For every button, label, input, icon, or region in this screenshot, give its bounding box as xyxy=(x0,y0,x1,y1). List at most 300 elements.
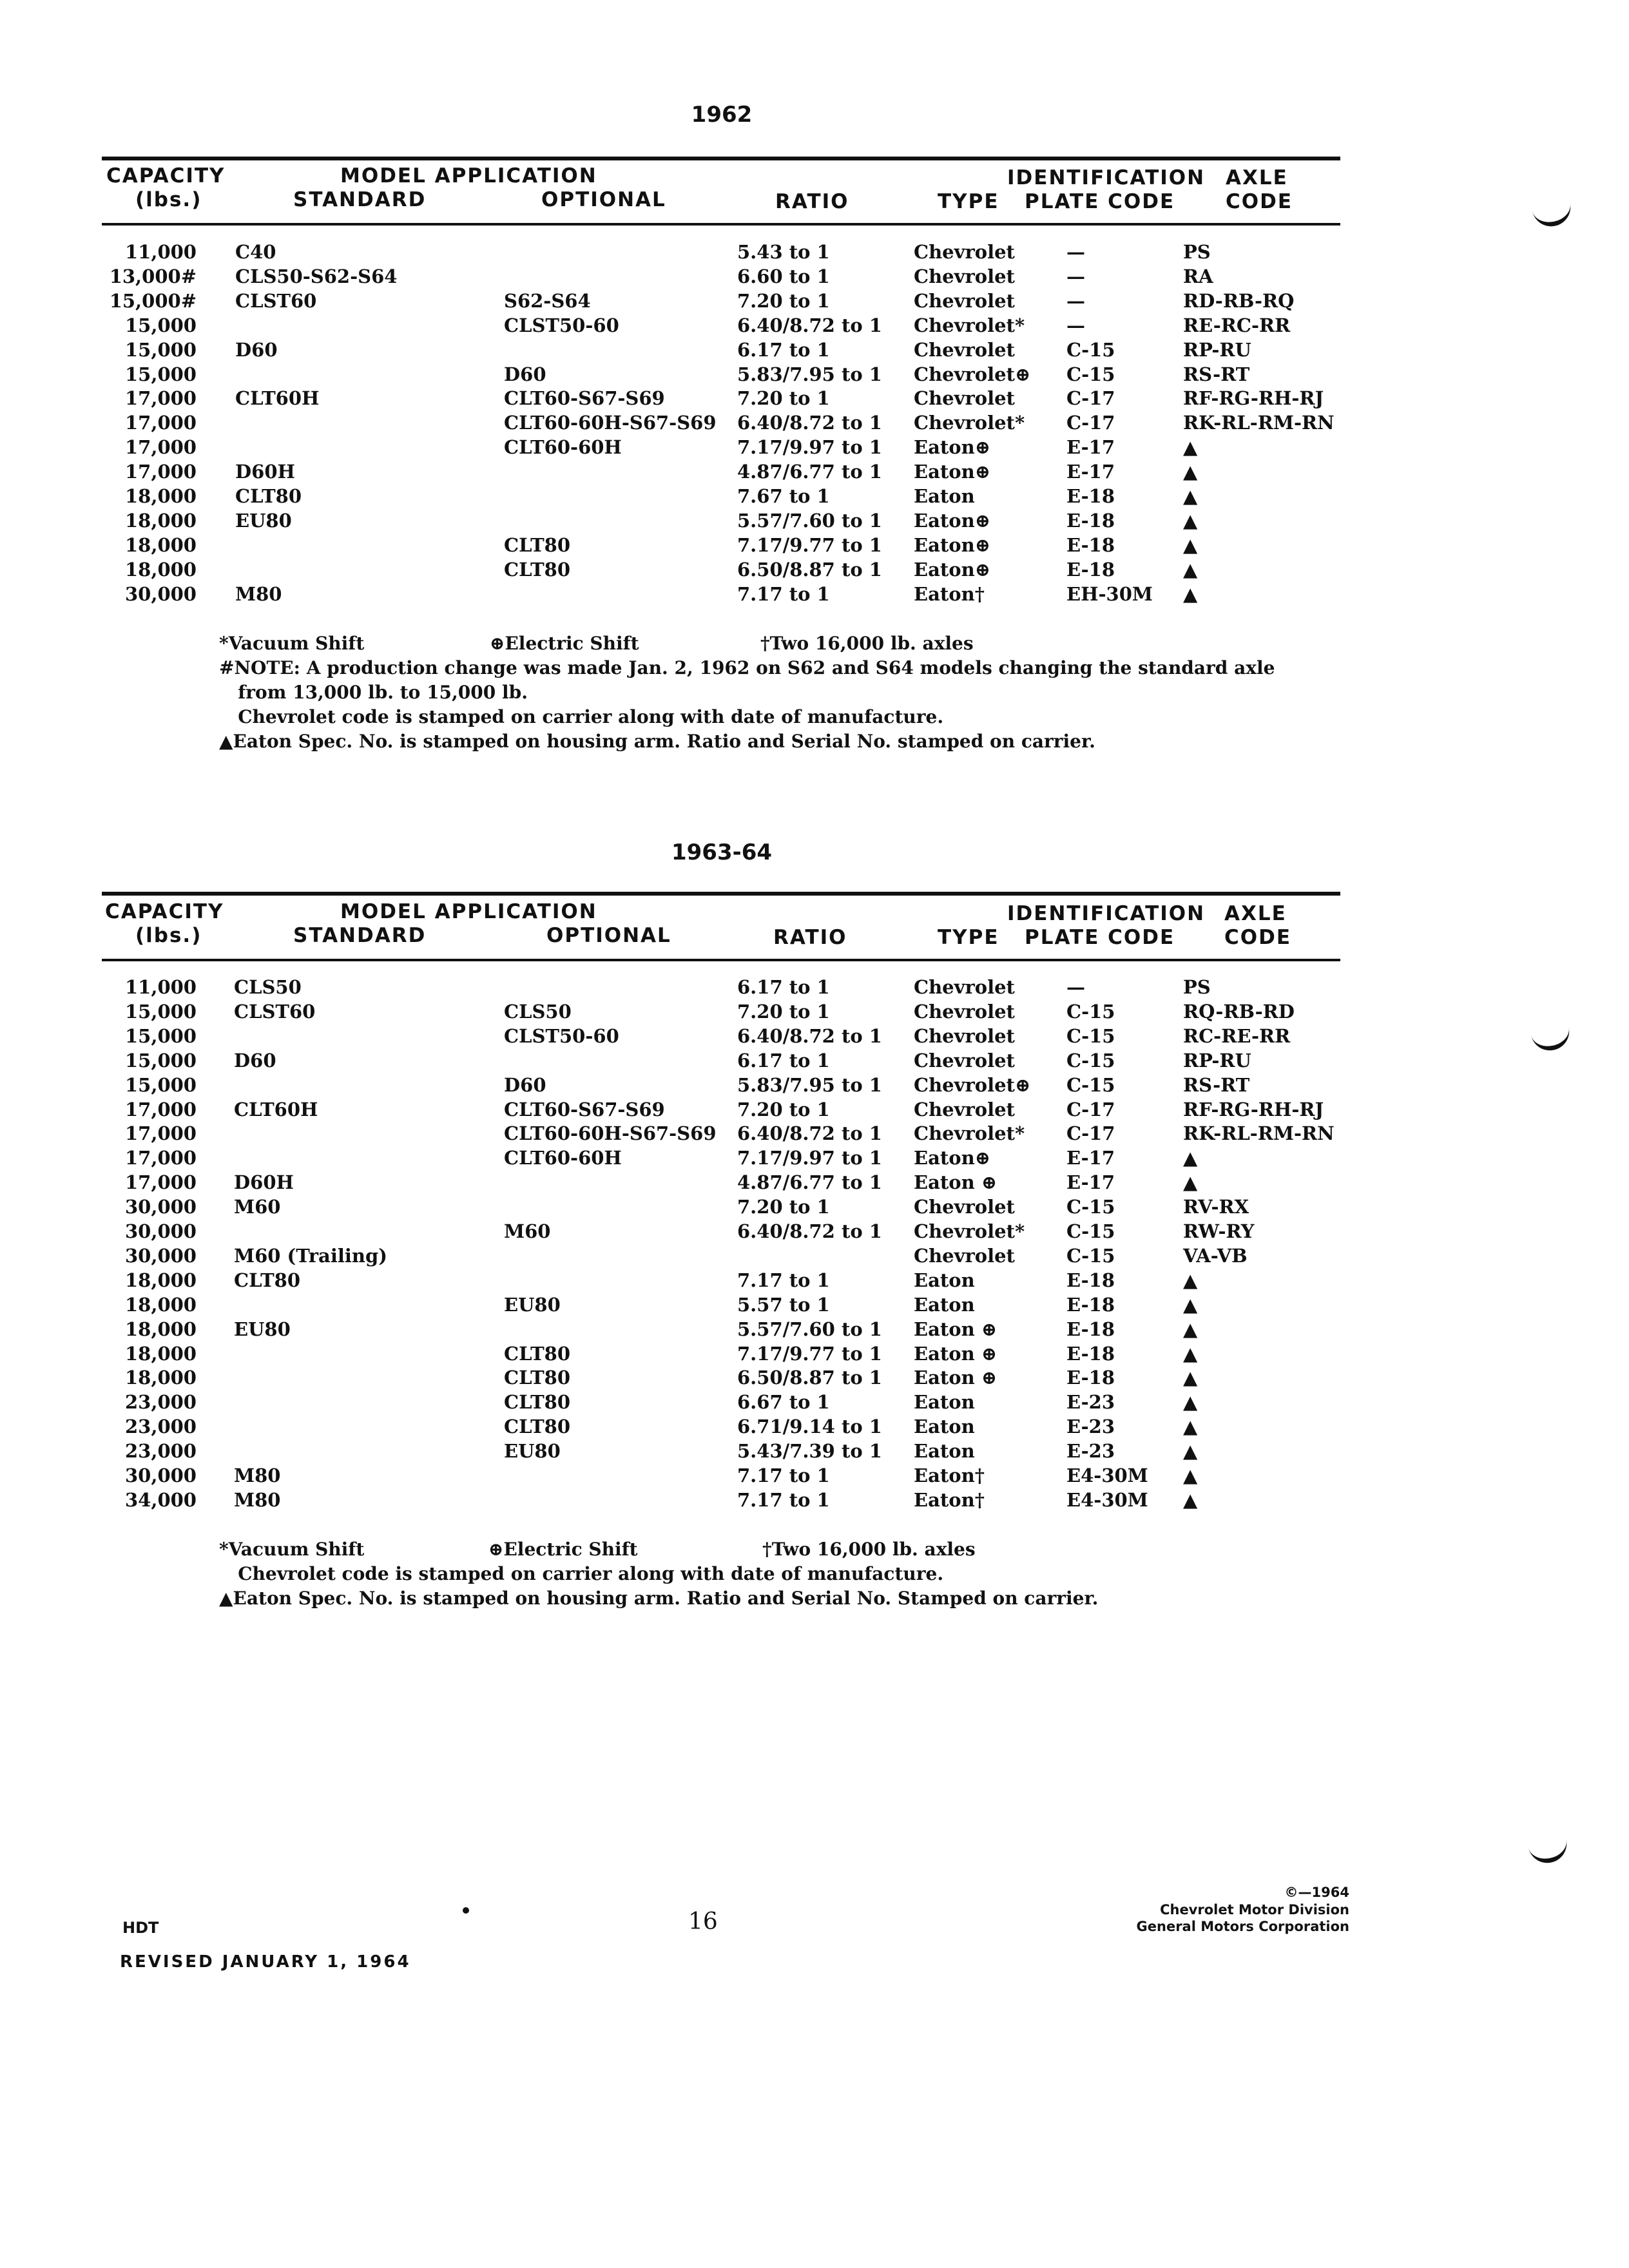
table-row xyxy=(0,976,1418,1001)
table-row xyxy=(0,1171,1418,1196)
cell-axle-code: ▲ xyxy=(1183,1416,1198,1438)
corporation-name: General Motors Corporation xyxy=(1136,1919,1349,1934)
section-title-1962: 1962 xyxy=(691,102,753,128)
cell-plate-code: — xyxy=(1066,241,1085,263)
cell-ratio: 6.17 to 1 xyxy=(737,1049,830,1072)
cell-optional: CLT80 xyxy=(504,1416,571,1438)
cell-capacity: 15,000 xyxy=(125,1024,197,1047)
cell-type: Eaton⊕ xyxy=(914,461,991,483)
check-mark-icon xyxy=(1530,1025,1573,1054)
cell-axle-code: VA-VB xyxy=(1183,1244,1248,1267)
cell-plate-code: C-15 xyxy=(1066,1220,1115,1242)
cell-ratio: 7.17/9.77 to 1 xyxy=(737,533,882,556)
cell-ratio: 6.17 to 1 xyxy=(737,976,830,998)
cell-standard: CLT60H xyxy=(235,387,320,410)
cell-type: Chevrolet xyxy=(914,241,1015,263)
cell-plate-code: C-15 xyxy=(1066,338,1115,361)
cell-axle-code: ▲ xyxy=(1183,1147,1198,1169)
cell-capacity: 18,000 xyxy=(125,1367,197,1389)
table-row xyxy=(0,1318,1418,1343)
header-optional: OPTIONAL xyxy=(546,924,671,947)
cell-capacity: 30,000 xyxy=(125,1196,197,1218)
header-bottom-rule xyxy=(102,959,1340,961)
cell-plate-code: — xyxy=(1066,976,1085,998)
cell-plate-code: E-18 xyxy=(1066,1367,1115,1389)
cell-plate-code: C-15 xyxy=(1066,1244,1115,1267)
cell-ratio: 6.40/8.72 to 1 xyxy=(737,1122,882,1145)
cell-ratio: 7.20 to 1 xyxy=(737,289,830,312)
cell-type: Eaton⊕ xyxy=(914,533,991,556)
header-capacity: CAPACITY xyxy=(106,164,226,187)
cell-plate-code: E-18 xyxy=(1066,558,1115,581)
cell-axle-code: RA xyxy=(1183,265,1213,287)
cell-ratio: 5.83/7.95 to 1 xyxy=(737,363,882,385)
cell-plate-code: E-18 xyxy=(1066,1293,1115,1316)
footer-hdt: HDT xyxy=(122,1919,159,1937)
cell-standard: M80 xyxy=(234,1465,281,1486)
table-row xyxy=(0,1245,1418,1269)
cell-plate-code: C-17 xyxy=(1066,1122,1115,1145)
cell-type: Eaton ⊕ xyxy=(914,1342,998,1365)
cell-optional: CLT80 xyxy=(504,1342,571,1365)
table-row xyxy=(0,1001,1418,1025)
header-lbs: (lbs.) xyxy=(135,188,202,211)
cell-optional: CLT80 xyxy=(504,1391,571,1414)
cell-type: Eaton xyxy=(914,1293,975,1316)
cell-plate-code: E-18 xyxy=(1066,533,1115,556)
cell-type: Eaton⊕ xyxy=(914,436,991,459)
header-axle-code: CODE xyxy=(1226,190,1293,213)
cell-ratio: 4.87/6.77 to 1 xyxy=(737,1171,882,1194)
cell-type: Eaton⊕ xyxy=(914,1147,991,1169)
cell-standard: D60 xyxy=(234,1049,276,1072)
cell-plate-code: C-15 xyxy=(1066,1000,1115,1023)
cell-type: Eaton† xyxy=(914,1488,985,1511)
cell-standard: CLST60 xyxy=(234,1000,316,1023)
cell-axle-code: ▲ xyxy=(1183,1465,1198,1486)
cell-optional: EU80 xyxy=(504,1293,561,1316)
cell-standard: CLS50-S62-S64 xyxy=(235,265,398,287)
cell-axle-code: PS xyxy=(1183,241,1211,263)
note-two-axles: †Two 16,000 lb. axles xyxy=(760,633,974,654)
cell-type: Eaton xyxy=(914,485,975,507)
cell-plate-code: E-18 xyxy=(1066,509,1115,532)
cell-ratio: 6.50/8.87 to 1 xyxy=(737,1367,882,1389)
cell-capacity: 23,000 xyxy=(125,1416,197,1438)
cell-axle-code: ▲ xyxy=(1183,1342,1198,1365)
cell-ratio: 4.87/6.77 to 1 xyxy=(737,461,882,483)
header-ratio: RATIO xyxy=(773,926,847,949)
table-row xyxy=(0,1122,1418,1147)
cell-standard: EU80 xyxy=(235,509,292,532)
table-row xyxy=(0,436,1418,461)
header-model-application: MODEL APPLICATION xyxy=(340,900,597,923)
cell-axle-code: RW-RY xyxy=(1183,1220,1255,1242)
cell-ratio: 7.20 to 1 xyxy=(737,1196,830,1218)
cell-ratio: 7.20 to 1 xyxy=(737,1098,830,1120)
cell-type: Chevrolet xyxy=(914,1098,1015,1120)
cell-ratio: 6.40/8.72 to 1 xyxy=(737,412,882,434)
note-electric-shift: ⊕Electric Shift xyxy=(488,1539,638,1560)
header-ratio: RATIO xyxy=(775,190,849,213)
cell-capacity: 11,000 xyxy=(125,241,197,263)
cell-optional: CLT60-60H-S67-S69 xyxy=(504,412,717,434)
bullet-dot xyxy=(463,1907,469,1914)
cell-axle-code: ▲ xyxy=(1183,1269,1198,1291)
header-axle: AXLE xyxy=(1226,166,1288,189)
cell-plate-code: C-17 xyxy=(1066,387,1115,410)
table-row xyxy=(0,241,1418,265)
cell-type: Chevrolet xyxy=(914,1196,1015,1218)
cell-capacity: 15,000# xyxy=(109,289,197,312)
note-two-axles: †Two 16,000 lb. axles xyxy=(762,1539,976,1560)
cell-standard: CLT60H xyxy=(234,1098,318,1120)
cell-plate-code: — xyxy=(1066,265,1085,287)
table-row xyxy=(0,290,1418,314)
table-row xyxy=(0,1416,1418,1440)
cell-type: Eaton⊕ xyxy=(914,509,991,532)
cell-optional: S62-S64 xyxy=(504,289,591,312)
cell-plate-code: C-17 xyxy=(1066,412,1115,434)
cell-optional: CLST50-60 xyxy=(504,314,619,336)
cell-optional: CLT60-60H xyxy=(504,1147,622,1169)
cell-type: Chevrolet xyxy=(914,1049,1015,1072)
note-line: ▲Eaton Spec. No. is stamped on housing arm. Ratio and Serial No. Stamped on carrier. xyxy=(219,1588,1099,1609)
table-row xyxy=(0,1099,1418,1123)
cell-standard: D60 xyxy=(235,338,278,361)
cell-plate-code: E-17 xyxy=(1066,1171,1115,1194)
cell-axle-code: ▲ xyxy=(1183,1391,1198,1414)
cell-capacity: 34,000 xyxy=(125,1488,197,1511)
header-top-rule xyxy=(102,892,1340,896)
header-axle-code: CODE xyxy=(1224,926,1292,949)
cell-type: Chevrolet* xyxy=(914,1122,1025,1145)
cell-ratio: 7.17 to 1 xyxy=(737,582,830,605)
cell-axle-code: ▲ xyxy=(1183,533,1198,556)
table-row xyxy=(0,1050,1418,1074)
cell-capacity: 18,000 xyxy=(125,1318,197,1340)
cell-capacity: 15,000 xyxy=(125,314,197,336)
cell-plate-code: C-15 xyxy=(1066,1196,1115,1218)
header-model-application: MODEL APPLICATION xyxy=(340,164,597,187)
table-row xyxy=(0,510,1418,534)
cell-capacity: 13,000# xyxy=(109,265,197,287)
cell-ratio: 6.67 to 1 xyxy=(737,1391,830,1414)
cell-optional: CLT60-60H xyxy=(504,436,622,459)
table-row xyxy=(0,265,1418,290)
cell-type: Eaton⊕ xyxy=(914,558,991,581)
cell-capacity: 15,000 xyxy=(125,363,197,385)
cell-plate-code: EH-30M xyxy=(1066,582,1153,605)
cell-optional: CLT60-S67-S69 xyxy=(504,1098,665,1120)
cell-capacity: 17,000 xyxy=(125,387,197,410)
cell-standard: M80 xyxy=(234,1488,281,1511)
table-row xyxy=(0,387,1418,412)
cell-axle-code: RF-RG-RH-RJ xyxy=(1183,1098,1324,1120)
table-row xyxy=(0,1343,1418,1367)
check-mark-icon xyxy=(1528,1838,1570,1867)
cell-type: Chevrolet xyxy=(914,289,1015,312)
cell-type: Eaton ⊕ xyxy=(914,1318,998,1340)
cell-axle-code: ▲ xyxy=(1183,1171,1198,1194)
cell-ratio: 7.17 to 1 xyxy=(737,1465,830,1486)
cell-capacity: 30,000 xyxy=(125,1244,197,1267)
cell-ratio: 6.60 to 1 xyxy=(737,265,830,287)
cell-axle-code: ▲ xyxy=(1183,1488,1198,1511)
cell-standard: M60 (Trailing) xyxy=(234,1244,387,1267)
cell-plate-code: E-18 xyxy=(1066,485,1115,507)
notes-1962 xyxy=(219,631,1275,754)
cell-axle-code: ▲ xyxy=(1183,436,1198,459)
cell-plate-code: E-18 xyxy=(1066,1342,1115,1365)
header-bottom-rule xyxy=(102,223,1340,226)
cell-ratio: 6.17 to 1 xyxy=(737,338,830,361)
cell-optional: D60 xyxy=(504,1073,546,1096)
cell-axle-code: PS xyxy=(1183,976,1211,998)
cell-ratio: 7.17/9.77 to 1 xyxy=(737,1342,882,1365)
cell-axle-code: RV-RX xyxy=(1183,1196,1249,1218)
header-standard: STANDARD xyxy=(293,924,427,947)
cell-capacity: 15,000 xyxy=(125,1073,197,1096)
cell-axle-code: RS-RT xyxy=(1183,1073,1250,1096)
cell-capacity: 17,000 xyxy=(125,1147,197,1169)
note-electric-shift: ⊕Electric Shift xyxy=(490,633,639,654)
cell-ratio: 7.17/9.97 to 1 xyxy=(737,436,882,459)
cell-axle-code: ▲ xyxy=(1183,509,1198,532)
cell-ratio: 6.40/8.72 to 1 xyxy=(737,314,882,336)
table-row xyxy=(0,583,1418,608)
cell-capacity: 15,000 xyxy=(125,1049,197,1072)
cell-axle-code: ▲ xyxy=(1183,558,1198,581)
cell-plate-code: E-17 xyxy=(1066,1147,1115,1169)
cell-type: Chevrolet* xyxy=(914,412,1025,434)
cell-ratio: 7.17 to 1 xyxy=(737,1269,830,1291)
cell-standard: CLT80 xyxy=(234,1269,301,1291)
note-vacuum-shift: *Vacuum Shift xyxy=(219,1539,365,1560)
cell-type: Chevrolet xyxy=(914,1244,1015,1267)
cell-type: Eaton xyxy=(914,1391,975,1414)
cell-ratio: 5.43 to 1 xyxy=(737,241,830,263)
cell-ratio: 5.57 to 1 xyxy=(737,1293,830,1316)
cell-capacity: 18,000 xyxy=(125,1342,197,1365)
cell-capacity: 18,000 xyxy=(125,485,197,507)
table-row xyxy=(0,1465,1418,1489)
cell-capacity: 18,000 xyxy=(125,1293,197,1316)
cell-axle-code: ▲ xyxy=(1183,1318,1198,1340)
cell-plate-code: E-23 xyxy=(1066,1416,1115,1438)
note-line: from 13,000 lb. to 15,000 lb. xyxy=(219,682,528,703)
cell-axle-code: ▲ xyxy=(1183,1440,1198,1463)
cell-standard: C40 xyxy=(235,241,276,263)
cell-optional: CLT80 xyxy=(504,1367,571,1389)
cell-axle-code: RS-RT xyxy=(1183,363,1250,385)
cell-axle-code: RQ-RB-RD xyxy=(1183,1000,1295,1023)
cell-standard: CLS50 xyxy=(234,976,302,998)
cell-ratio: 6.71/9.14 to 1 xyxy=(737,1416,882,1438)
header-type: TYPE xyxy=(938,926,999,949)
header-plate-code: PLATE CODE xyxy=(1025,190,1175,213)
table-row xyxy=(0,1269,1418,1294)
cell-type: Chevrolet xyxy=(914,976,1015,998)
cell-capacity: 18,000 xyxy=(125,533,197,556)
division-name: Chevrolet Motor Division xyxy=(1160,1902,1349,1917)
cell-type: Eaton xyxy=(914,1269,975,1291)
cell-type: Chevrolet⊕ xyxy=(914,363,1031,385)
page-number: 16 xyxy=(688,1908,718,1935)
cell-plate-code: C-15 xyxy=(1066,1024,1115,1047)
cell-standard: D60H xyxy=(235,461,295,483)
cell-ratio: 7.17 to 1 xyxy=(737,1488,830,1511)
cell-standard: CLT80 xyxy=(235,485,302,507)
cell-axle-code: RP-RU xyxy=(1183,338,1251,361)
cell-type: Chevrolet* xyxy=(914,1220,1025,1242)
cell-plate-code: C-15 xyxy=(1066,363,1115,385)
header-type: TYPE xyxy=(938,190,999,213)
cell-standard: D60H xyxy=(234,1171,294,1194)
table-row xyxy=(0,363,1418,388)
cell-standard: M60 xyxy=(234,1196,281,1218)
copyright: ©—1964 xyxy=(1284,1885,1349,1900)
cell-axle-code: ▲ xyxy=(1183,461,1198,483)
table-row xyxy=(0,559,1418,583)
note-line: Chevrolet code is stamped on carrier along with date of manufacture. xyxy=(219,706,944,727)
cell-ratio: 7.20 to 1 xyxy=(737,1000,830,1023)
cell-optional: CLT60-S67-S69 xyxy=(504,387,665,410)
cell-ratio: 6.40/8.72 to 1 xyxy=(737,1024,882,1047)
cell-plate-code: E-23 xyxy=(1066,1440,1115,1463)
cell-plate-code: E4-30M xyxy=(1066,1488,1148,1511)
table-row xyxy=(0,314,1418,339)
cell-optional: CLT80 xyxy=(504,533,571,556)
cell-capacity: 17,000 xyxy=(125,1171,197,1194)
table-row xyxy=(0,1440,1418,1465)
cell-axle-code: RP-RU xyxy=(1183,1049,1251,1072)
table-row xyxy=(0,1025,1418,1050)
check-mark-icon xyxy=(1532,201,1574,230)
header-identification: IDENTIFICATION xyxy=(1007,902,1206,925)
cell-axle-code: RK-RL-RM-RN xyxy=(1183,412,1335,434)
cell-plate-code: C-15 xyxy=(1066,1049,1115,1072)
cell-axle-code: ▲ xyxy=(1183,582,1198,605)
cell-plate-code: E-18 xyxy=(1066,1318,1115,1340)
notes-1963-64 xyxy=(219,1537,1098,1611)
cell-type: Eaton ⊕ xyxy=(914,1367,998,1389)
table-row xyxy=(0,1196,1418,1220)
cell-optional: EU80 xyxy=(504,1440,561,1463)
cell-ratio: 7.67 to 1 xyxy=(737,485,830,507)
cell-ratio: 7.20 to 1 xyxy=(737,387,830,410)
cell-ratio: 6.40/8.72 to 1 xyxy=(737,1220,882,1242)
cell-optional: CLT80 xyxy=(504,558,571,581)
revised-date: REVISED JANUARY 1, 1964 xyxy=(120,1952,411,1972)
section-title-1963-64: 1963-64 xyxy=(671,840,773,865)
cell-type: Eaton xyxy=(914,1440,975,1463)
cell-axle-code: ▲ xyxy=(1183,1293,1198,1316)
cell-capacity: 30,000 xyxy=(125,582,197,605)
cell-optional: M60 xyxy=(504,1220,551,1242)
cell-capacity: 15,000 xyxy=(125,1000,197,1023)
cell-type: Chevrolet⊕ xyxy=(914,1073,1031,1096)
note-line: ▲Eaton Spec. No. is stamped on housing arm. Ratio and Serial No. stamped on carrier. xyxy=(219,731,1095,752)
table-row xyxy=(0,1489,1418,1514)
cell-capacity: 23,000 xyxy=(125,1440,197,1463)
note-line: Chevrolet code is stamped on carrier along with date of manufacture. xyxy=(219,1563,944,1584)
cell-axle-code: RD-RB-RQ xyxy=(1183,289,1295,312)
cell-plate-code: E-23 xyxy=(1066,1391,1115,1414)
cell-type: Chevrolet xyxy=(914,338,1015,361)
cell-ratio: 7.17/9.97 to 1 xyxy=(737,1147,882,1169)
cell-capacity: 17,000 xyxy=(125,461,197,483)
header-capacity: CAPACITY xyxy=(105,900,224,923)
cell-plate-code: — xyxy=(1066,289,1085,312)
table-row xyxy=(0,339,1418,363)
header-identification: IDENTIFICATION xyxy=(1007,166,1206,189)
table-row xyxy=(0,485,1418,510)
cell-capacity: 17,000 xyxy=(125,436,197,459)
table-row xyxy=(0,534,1418,559)
cell-standard: EU80 xyxy=(234,1318,291,1340)
cell-capacity: 18,000 xyxy=(125,558,197,581)
cell-capacity: 18,000 xyxy=(125,1269,197,1291)
header-standard: STANDARD xyxy=(293,188,427,211)
cell-standard: M80 xyxy=(235,582,282,605)
cell-ratio: 6.50/8.87 to 1 xyxy=(737,558,882,581)
header-plate-code: PLATE CODE xyxy=(1025,926,1175,949)
cell-type: Eaton ⊕ xyxy=(914,1171,998,1194)
cell-capacity: 18,000 xyxy=(125,509,197,532)
cell-plate-code: E-17 xyxy=(1066,461,1115,483)
cell-type: Chevrolet xyxy=(914,1024,1015,1047)
cell-capacity: 11,000 xyxy=(125,976,197,998)
cell-optional: CLST50-60 xyxy=(504,1024,619,1047)
cell-axle-code: ▲ xyxy=(1183,1367,1198,1389)
table-row xyxy=(0,1220,1418,1245)
cell-optional: CLT60-60H-S67-S69 xyxy=(504,1122,717,1145)
cell-axle-code: RC-RE-RR xyxy=(1183,1024,1291,1047)
cell-type: Eaton xyxy=(914,1416,975,1438)
cell-plate-code: E-18 xyxy=(1066,1269,1115,1291)
table-row xyxy=(0,1147,1418,1171)
cell-type: Eaton† xyxy=(914,1465,985,1486)
cell-capacity: 30,000 xyxy=(125,1220,197,1242)
cell-plate-code: C-17 xyxy=(1066,1098,1115,1120)
cell-capacity: 23,000 xyxy=(125,1391,197,1414)
cell-type: Chevrolet* xyxy=(914,314,1025,336)
cell-plate-code: — xyxy=(1066,314,1085,336)
cell-capacity: 17,000 xyxy=(125,412,197,434)
cell-optional: CLS50 xyxy=(504,1000,572,1023)
cell-type: Chevrolet xyxy=(914,265,1015,287)
cell-capacity: 15,000 xyxy=(125,338,197,361)
cell-plate-code: E4-30M xyxy=(1066,1465,1148,1486)
header-optional: OPTIONAL xyxy=(541,188,666,211)
cell-plate-code: C-15 xyxy=(1066,1073,1115,1096)
cell-axle-code: ▲ xyxy=(1183,485,1198,507)
header-lbs: (lbs.) xyxy=(135,924,202,947)
cell-ratio: 5.83/7.95 to 1 xyxy=(737,1073,882,1096)
cell-axle-code: RF-RG-RH-RJ xyxy=(1183,387,1324,410)
cell-ratio: 5.57/7.60 to 1 xyxy=(737,509,882,532)
table-row xyxy=(0,461,1418,485)
table-row xyxy=(0,412,1418,436)
note-line: #NOTE: A production change was made Jan. 2, 1962 on S62 and S64 models changing the standard axle xyxy=(219,657,1275,678)
cell-capacity: 17,000 xyxy=(125,1098,197,1120)
cell-type: Chevrolet xyxy=(914,1000,1015,1023)
cell-capacity: 30,000 xyxy=(125,1465,197,1486)
table-row xyxy=(0,1074,1418,1099)
note-vacuum-shift: *Vacuum Shift xyxy=(219,633,365,654)
cell-axle-code: RE-RC-RR xyxy=(1183,314,1291,336)
